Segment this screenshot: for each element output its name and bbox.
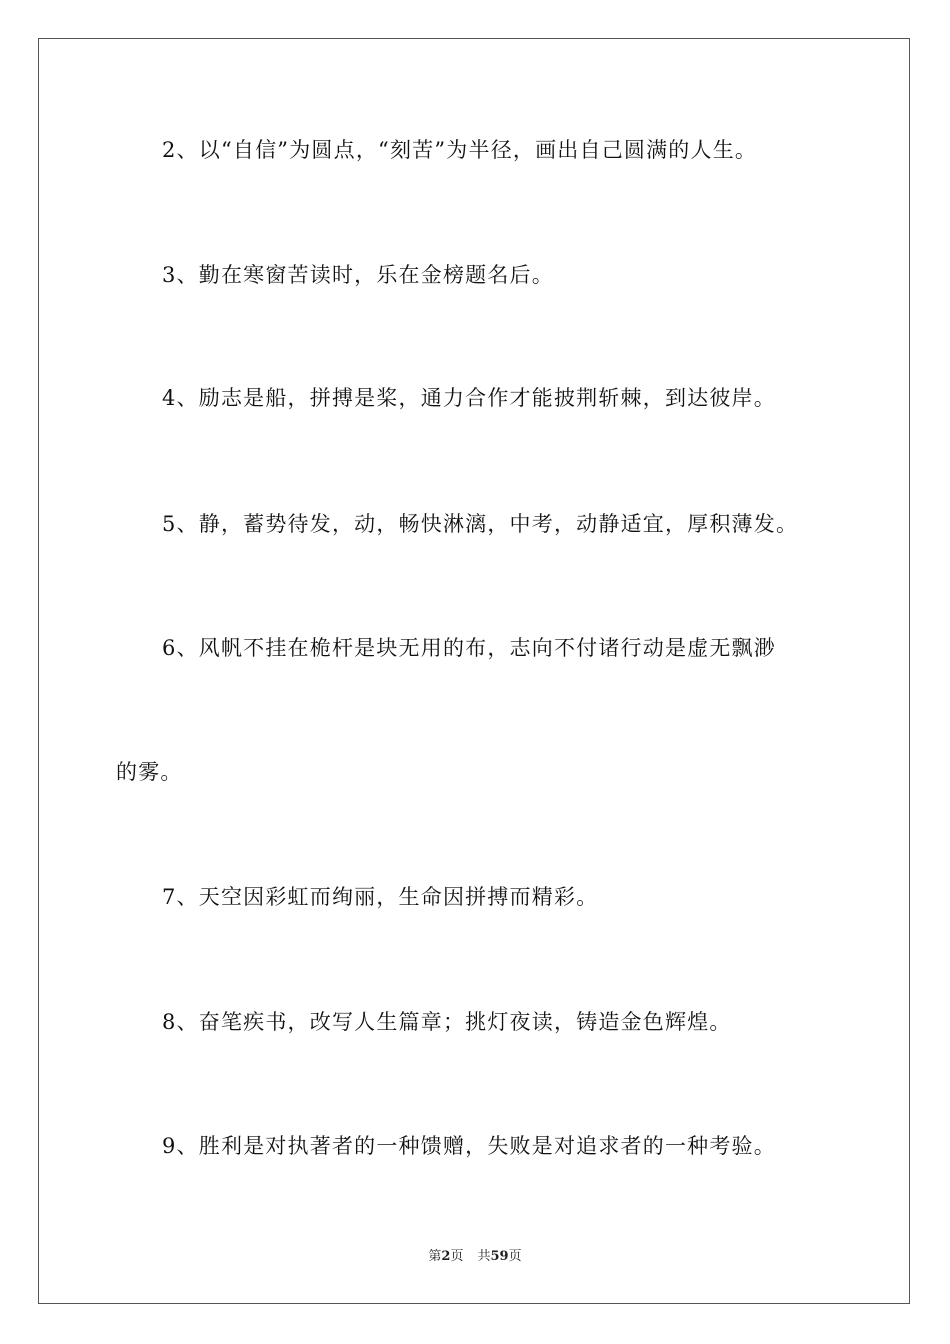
page-number: 2 <box>441 1249 451 1264</box>
page-footer <box>0 1248 950 1266</box>
text-line-7: 7、天空因彩虹而绚丽，生命因拼搏而精彩。 <box>162 885 599 909</box>
total-pages: 59 <box>490 1249 509 1264</box>
text-line-9: 9、胜利是对执著者的一种馈赠，失败是对追求者的一种考验。 <box>162 1134 776 1158</box>
text-line-6-continuation: 的雾。 <box>116 760 183 784</box>
page-prefix: 第 <box>428 1249 442 1264</box>
text-line-6: 6、风帆不挂在桅杆是块无用的布，志向不付诸行动是虚无飘渺 <box>162 636 776 660</box>
text-line-5: 5、静，蓄势待发，动，畅快淋漓，中考，动静适宜，厚积薄发。 <box>162 512 799 536</box>
total-suffix: 页 <box>508 1249 522 1264</box>
page-border <box>38 38 910 1304</box>
text-line-3: 3、勤在寒窗苦读时，乐在金榜题名后。 <box>162 263 554 287</box>
text-line-8: 8、奋笔疾书，改写人生篇章；挑灯夜读，铸造金色辉煌。 <box>162 1010 732 1034</box>
page-suffix: 页 <box>450 1249 464 1264</box>
total-prefix: 共 <box>477 1249 491 1264</box>
text-line-4: 4、励志是船，拼搏是桨，通力合作才能披荆斩棘，到达彼岸。 <box>162 386 776 410</box>
text-line-2: 2、以“自信”为圆点，“刻苦”为半径，画出自己圆满的人生。 <box>162 138 758 162</box>
